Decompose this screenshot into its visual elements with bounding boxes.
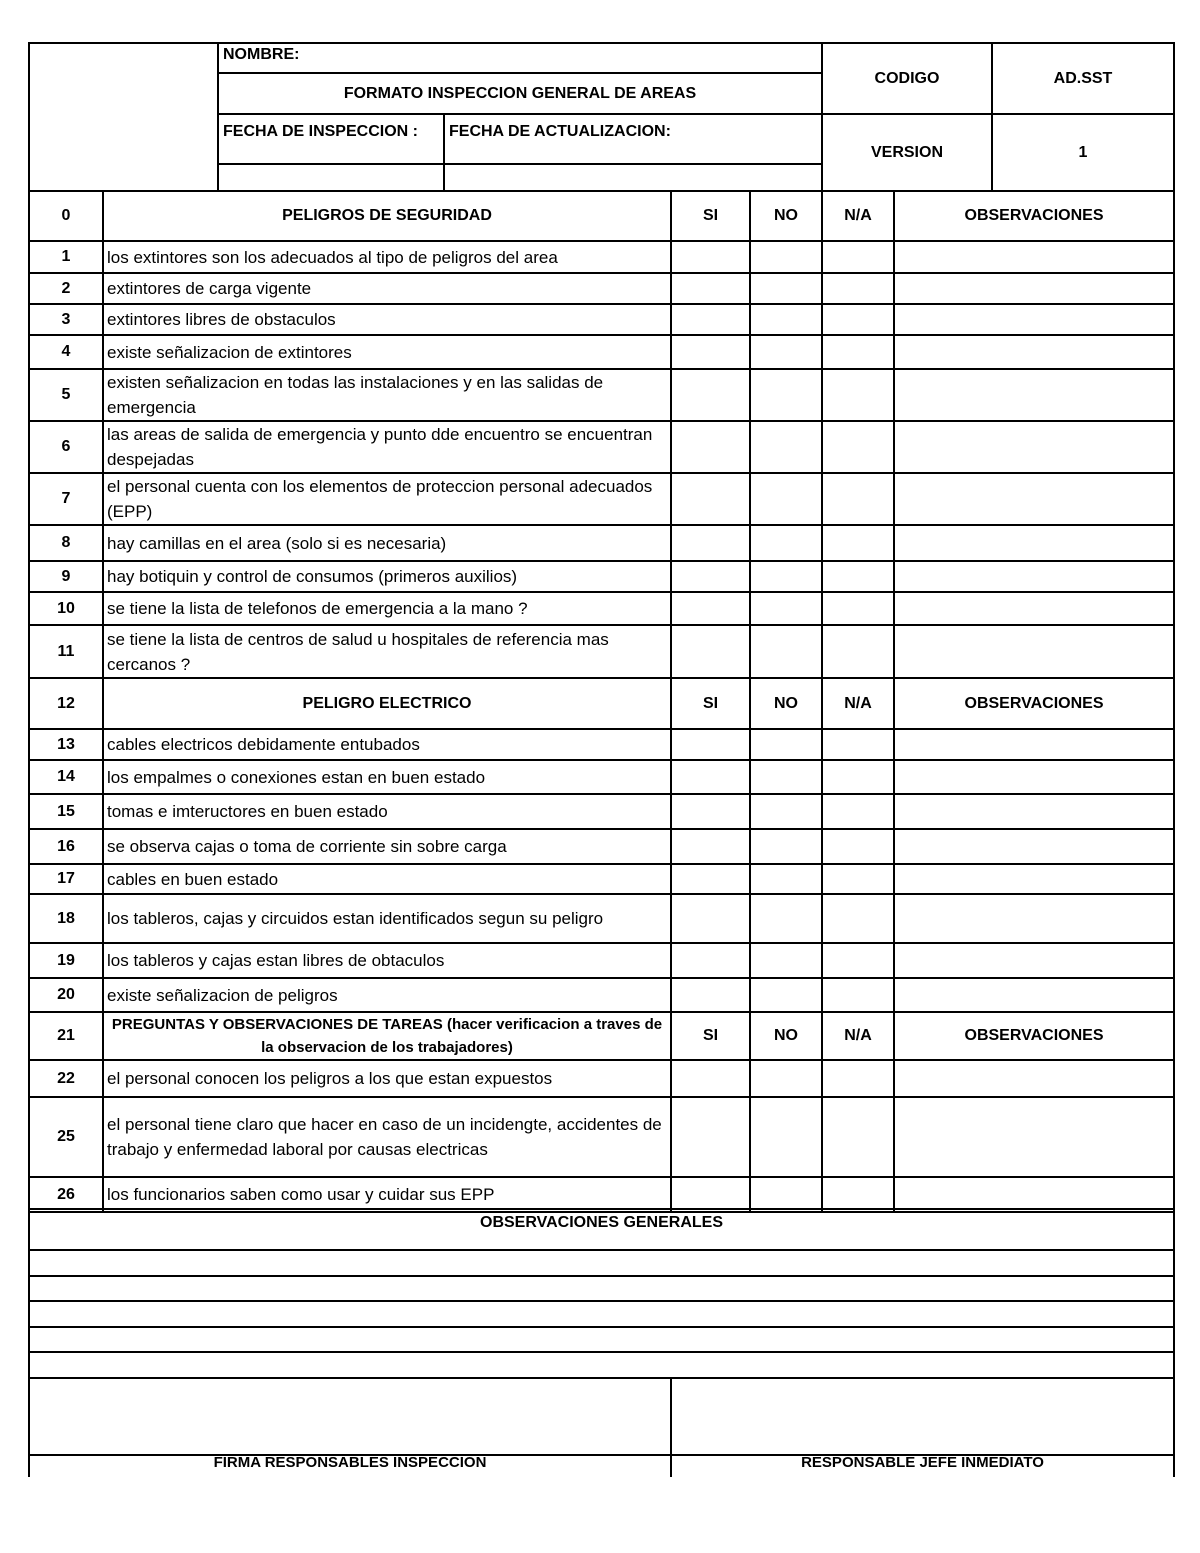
item-number: 6	[29, 421, 103, 473]
na-cell[interactable]	[822, 794, 894, 829]
item-text: se observa cajas o toma de corriente sin sobre carga	[103, 829, 671, 864]
item-number: 3	[29, 304, 103, 335]
table-row	[29, 829, 1174, 864]
observaciones-cell[interactable]	[894, 273, 1174, 304]
item-number: 7	[29, 473, 103, 525]
item-number: 18	[29, 894, 103, 943]
table-row	[29, 273, 1174, 304]
table-row	[29, 729, 1174, 760]
na-cell[interactable]	[822, 561, 894, 592]
si-cell[interactable]	[671, 978, 750, 1012]
si-cell[interactable]	[671, 525, 750, 561]
item-text: existen señalizacion en todas las instalaciones y en las salidas de emergencia	[103, 369, 671, 421]
na-cell[interactable]	[822, 760, 894, 794]
na-cell[interactable]	[822, 473, 894, 525]
no-cell[interactable]	[750, 1060, 822, 1097]
no-cell[interactable]	[750, 760, 822, 794]
column-observaciones: OBSERVACIONES	[894, 1012, 1174, 1060]
si-cell[interactable]	[671, 273, 750, 304]
column-na: N/A	[822, 678, 894, 729]
observaciones-cell[interactable]	[894, 1097, 1174, 1177]
observaciones-cell[interactable]	[894, 525, 1174, 561]
item-text: los tableros y cajas estan libres de obtaculos	[103, 943, 671, 978]
na-cell[interactable]	[822, 304, 894, 335]
observaciones-cell[interactable]	[894, 978, 1174, 1012]
table-row	[29, 943, 1174, 978]
fecha-inspeccion-field[interactable]	[218, 164, 444, 191]
item-number: 1	[29, 241, 103, 273]
item-number: 10	[29, 592, 103, 625]
table-row	[29, 525, 1174, 561]
codigo-value: AD.SST	[992, 43, 1174, 114]
si-cell[interactable]	[671, 561, 750, 592]
si-cell[interactable]	[671, 335, 750, 369]
item-text: existe señalizacion de peligros	[103, 978, 671, 1012]
observaciones-cell[interactable]	[894, 864, 1174, 894]
item-text: el personal cuenta con los elementos de proteccion personal adecuados (EPP)	[103, 473, 671, 525]
item-number: 4	[29, 335, 103, 369]
si-cell[interactable]	[671, 625, 750, 678]
no-cell[interactable]	[750, 369, 822, 421]
column-si: SI	[671, 1012, 750, 1060]
column-si: SI	[671, 678, 750, 729]
item-number: 16	[29, 829, 103, 864]
observaciones-cell[interactable]	[894, 1060, 1174, 1097]
observaciones-cell[interactable]	[894, 241, 1174, 273]
si-cell[interactable]	[671, 829, 750, 864]
item-text: cables electricos debidamente entubados	[103, 729, 671, 760]
table-row	[29, 473, 1174, 525]
no-cell[interactable]	[750, 943, 822, 978]
table-row	[29, 1060, 1174, 1097]
na-cell[interactable]	[822, 829, 894, 864]
version-value: 1	[992, 114, 1174, 191]
section-title-preguntas: PREGUNTAS Y OBSERVACIONES DE TAREAS (hacer verificacion a traves de la observacion de los trabajadores)	[103, 1012, 671, 1060]
jefe-inmediato-label: RESPONSABLE JEFE INMEDIATO	[671, 1455, 1174, 1477]
na-cell[interactable]	[822, 625, 894, 678]
table-row	[29, 561, 1174, 592]
na-cell[interactable]	[822, 421, 894, 473]
no-cell[interactable]	[750, 241, 822, 273]
item-text: los empalmes o conexiones estan en buen estado	[103, 760, 671, 794]
observaciones-cell[interactable]	[894, 335, 1174, 369]
logo-area	[29, 43, 218, 191]
form-title: FORMATO INSPECCION GENERAL DE AREAS	[218, 73, 822, 114]
item-number: 13	[29, 729, 103, 760]
item-number: 9	[29, 561, 103, 592]
si-cell[interactable]	[671, 794, 750, 829]
no-cell[interactable]	[750, 864, 822, 894]
observaciones-cell[interactable]	[894, 943, 1174, 978]
checklist-table	[28, 190, 1175, 1213]
table-row	[29, 864, 1174, 894]
observaciones-cell[interactable]	[894, 369, 1174, 421]
table-row	[29, 592, 1174, 625]
no-cell[interactable]	[750, 625, 822, 678]
na-cell[interactable]	[822, 273, 894, 304]
si-cell[interactable]	[671, 304, 750, 335]
item-number: 2	[29, 273, 103, 304]
item-number: 5	[29, 369, 103, 421]
na-cell[interactable]	[822, 978, 894, 1012]
firma-inspeccion-area[interactable]	[29, 1378, 671, 1455]
observaciones-cell[interactable]	[894, 1177, 1174, 1212]
firma-inspeccion-label: FIRMA RESPONSABLES INSPECCION	[29, 1455, 671, 1477]
item-text: extintores de carga vigente	[103, 273, 671, 304]
na-cell[interactable]	[822, 1177, 894, 1212]
si-cell[interactable]	[671, 1060, 750, 1097]
na-cell[interactable]	[822, 1097, 894, 1177]
observaciones-cell[interactable]	[894, 625, 1174, 678]
no-cell[interactable]	[750, 592, 822, 625]
fecha-actualizacion-label: FECHA DE ACTUALIZACION:	[444, 114, 822, 164]
na-cell[interactable]	[822, 864, 894, 894]
observaciones-cell[interactable]	[894, 760, 1174, 794]
no-cell[interactable]	[750, 1177, 822, 1212]
no-cell[interactable]	[750, 894, 822, 943]
item-text: hay botiquin y control de consumos (primeros auxilios)	[103, 561, 671, 592]
na-cell[interactable]	[822, 729, 894, 760]
si-cell[interactable]	[671, 421, 750, 473]
si-cell[interactable]	[671, 894, 750, 943]
observaciones-generales-title: OBSERVACIONES GENERALES	[29, 1209, 1174, 1250]
section-header-row	[29, 1012, 1174, 1060]
no-cell[interactable]	[750, 829, 822, 864]
no-cell[interactable]	[750, 1097, 822, 1177]
section-header-row	[29, 191, 1174, 241]
na-cell[interactable]	[822, 241, 894, 273]
na-cell[interactable]	[822, 592, 894, 625]
na-cell[interactable]	[822, 894, 894, 943]
item-number: 19	[29, 943, 103, 978]
no-cell[interactable]	[750, 304, 822, 335]
observaciones-cell[interactable]	[894, 729, 1174, 760]
si-cell[interactable]	[671, 369, 750, 421]
table-row	[29, 304, 1174, 335]
column-observaciones: OBSERVACIONES	[894, 191, 1174, 241]
no-cell[interactable]	[750, 421, 822, 473]
section-header-row	[29, 678, 1174, 729]
section-number: 12	[29, 678, 103, 729]
observaciones-generales-line[interactable]	[29, 1276, 1174, 1301]
item-text: se tiene la lista de telefonos de emergencia a la mano ?	[103, 592, 671, 625]
item-number: 17	[29, 864, 103, 894]
item-text: se tiene la lista de centros de salud u hospitales de referencia mas cercanos ?	[103, 625, 671, 678]
column-observaciones: OBSERVACIONES	[894, 678, 1174, 729]
na-cell[interactable]	[822, 943, 894, 978]
table-row	[29, 369, 1174, 421]
fecha-inspeccion-label: FECHA DE INSPECCION :	[218, 114, 444, 164]
table-row	[29, 1177, 1174, 1212]
item-number: 14	[29, 760, 103, 794]
item-text: el personal tiene claro que hacer en caso de un incidengte, accidentes de trabajo y enfermedad laboral por causas electricas	[103, 1097, 671, 1177]
no-cell[interactable]	[750, 729, 822, 760]
observaciones-cell[interactable]	[894, 894, 1174, 943]
si-cell[interactable]	[671, 592, 750, 625]
si-cell[interactable]	[671, 1177, 750, 1212]
observaciones-cell[interactable]	[894, 794, 1174, 829]
si-cell[interactable]	[671, 729, 750, 760]
observaciones-cell[interactable]	[894, 473, 1174, 525]
no-cell[interactable]	[750, 473, 822, 525]
observaciones-cell[interactable]	[894, 592, 1174, 625]
item-number: 25	[29, 1097, 103, 1177]
section-number: 21	[29, 1012, 103, 1060]
table-row	[29, 625, 1174, 678]
codigo-label: CODIGO	[822, 43, 992, 114]
observaciones-generales-line[interactable]	[29, 1352, 1174, 1378]
item-text: existe señalizacion de extintores	[103, 335, 671, 369]
si-cell[interactable]	[671, 943, 750, 978]
table-row	[29, 760, 1174, 794]
no-cell[interactable]	[750, 525, 822, 561]
column-na: N/A	[822, 1012, 894, 1060]
table-row	[29, 335, 1174, 369]
item-text: los extintores son los adecuados al tipo de peligros del area	[103, 241, 671, 273]
column-na: N/A	[822, 191, 894, 241]
nombre-label: NOMBRE:	[218, 43, 822, 73]
item-number: 8	[29, 525, 103, 561]
item-text: los tableros, cajas y circuidos estan identificados segun su peligro	[103, 894, 671, 943]
table-row	[29, 978, 1174, 1012]
table-row	[29, 1097, 1174, 1177]
item-text: extintores libres de obstaculos	[103, 304, 671, 335]
item-text: cables en buen estado	[103, 864, 671, 894]
item-number: 26	[29, 1177, 103, 1212]
section-title-electrico: PELIGRO ELECTRICO	[103, 678, 671, 729]
na-cell[interactable]	[822, 1060, 894, 1097]
na-cell[interactable]	[822, 369, 894, 421]
item-text: los funcionarios saben como usar y cuidar sus EPP	[103, 1177, 671, 1212]
si-cell[interactable]	[671, 760, 750, 794]
observaciones-cell[interactable]	[894, 561, 1174, 592]
no-cell[interactable]	[750, 273, 822, 304]
fecha-actualizacion-field[interactable]	[444, 164, 822, 191]
no-cell[interactable]	[750, 561, 822, 592]
table-row	[29, 894, 1174, 943]
column-no: NO	[750, 1012, 822, 1060]
header-table	[28, 42, 1175, 192]
item-number: 15	[29, 794, 103, 829]
observaciones-generales-line[interactable]	[29, 1327, 1174, 1352]
no-cell[interactable]	[750, 335, 822, 369]
firma-jefe-area[interactable]	[671, 1378, 1174, 1455]
si-cell[interactable]	[671, 864, 750, 894]
section-number: 0	[29, 191, 103, 241]
column-no: NO	[750, 191, 822, 241]
section-title-seguridad: PELIGROS DE SEGURIDAD	[103, 191, 671, 241]
table-row	[29, 421, 1174, 473]
item-text: las areas de salida de emergencia y punto dde encuentro se encuentran despejadas	[103, 421, 671, 473]
item-text: el personal conocen los peligros a los que estan expuestos	[103, 1060, 671, 1097]
footer-table	[28, 1208, 1175, 1477]
table-row	[29, 794, 1174, 829]
si-cell[interactable]	[671, 473, 750, 525]
table-row	[29, 241, 1174, 273]
item-text: hay camillas en el area (solo si es necesaria)	[103, 525, 671, 561]
column-si: SI	[671, 191, 750, 241]
column-no: NO	[750, 678, 822, 729]
na-cell[interactable]	[822, 335, 894, 369]
item-text: tomas e imteructores en buen estado	[103, 794, 671, 829]
item-number: 22	[29, 1060, 103, 1097]
observaciones-generales-line[interactable]	[29, 1301, 1174, 1327]
na-cell[interactable]	[822, 525, 894, 561]
no-cell[interactable]	[750, 978, 822, 1012]
observaciones-cell[interactable]	[894, 829, 1174, 864]
version-label: VERSION	[822, 114, 992, 191]
observaciones-generales-line[interactable]	[29, 1250, 1174, 1276]
observaciones-cell[interactable]	[894, 421, 1174, 473]
no-cell[interactable]	[750, 794, 822, 829]
si-cell[interactable]	[671, 241, 750, 273]
observaciones-cell[interactable]	[894, 304, 1174, 335]
item-number: 20	[29, 978, 103, 1012]
item-number: 11	[29, 625, 103, 678]
si-cell[interactable]	[671, 1097, 750, 1177]
